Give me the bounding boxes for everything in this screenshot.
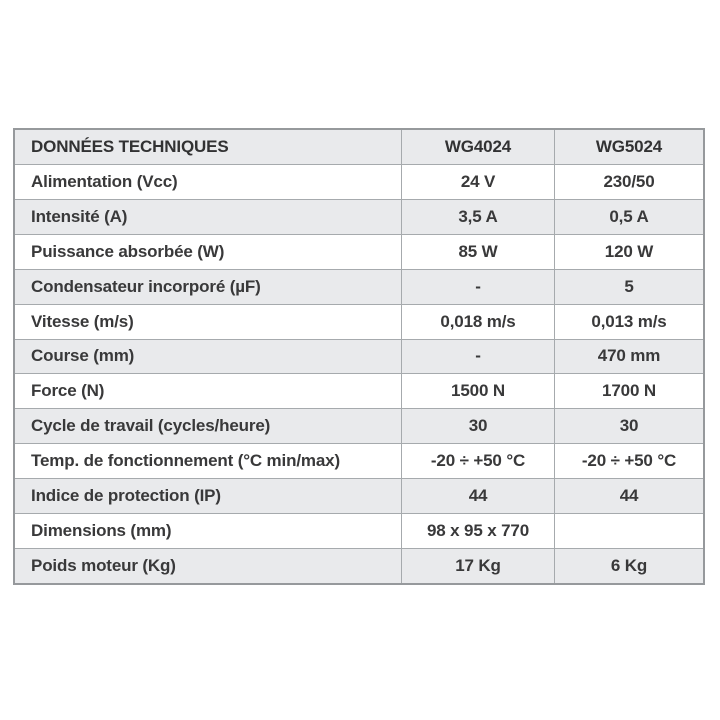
table-title: DONNÉES TECHNIQUES xyxy=(31,136,229,156)
technical-data-table xyxy=(13,128,705,585)
wg5024-value: 0,5 A xyxy=(554,200,703,234)
wg4024-value: - xyxy=(401,340,554,374)
wg4024-value: 98 x 95 x 770 xyxy=(401,514,554,548)
wg5024-value: -20 ÷ +50 °C xyxy=(554,444,703,478)
wg4024-value: 0,018 m/s xyxy=(401,305,554,339)
table-row-temperature xyxy=(15,444,703,479)
wg4024-value: 85 W xyxy=(401,235,554,269)
row-label: Intensité (A) xyxy=(31,206,128,226)
wg5024-value: 470 mm xyxy=(554,340,703,374)
wg5024-value xyxy=(554,514,703,548)
table-header-row xyxy=(15,130,703,165)
row-label: Puissance absorbée (W) xyxy=(31,241,225,261)
row-label: Temp. de fonctionnement (°C min/max) xyxy=(31,451,340,471)
wg4024-value: -20 ÷ +50 °C xyxy=(401,444,554,478)
table-row-cycle xyxy=(15,409,703,444)
row-label: Alimentation (Vcc) xyxy=(31,171,178,191)
wg5024-value: 230/50 xyxy=(554,165,703,199)
row-label: Indice de protection (IP) xyxy=(31,486,221,506)
wg5024-value: 5 xyxy=(554,270,703,304)
column-header-wg5024: WG5024 xyxy=(554,130,703,164)
wg4024-value: 24 V xyxy=(401,165,554,199)
row-label: Dimensions (mm) xyxy=(31,521,172,541)
table-row-course xyxy=(15,340,703,375)
table-row-force xyxy=(15,374,703,409)
table-row-alimentation xyxy=(15,165,703,200)
wg5024-value: 6 Kg xyxy=(554,549,703,583)
row-label: Vitesse (m/s) xyxy=(31,311,134,331)
wg5024-value: 44 xyxy=(554,479,703,513)
table-row-puissance xyxy=(15,235,703,270)
row-label: Course (mm) xyxy=(31,346,135,366)
table-row-poids xyxy=(15,549,703,583)
wg4024-value: 3,5 A xyxy=(401,200,554,234)
table-row-dimensions xyxy=(15,514,703,549)
wg4024-value: 17 Kg xyxy=(401,549,554,583)
column-header-wg4024: WG4024 xyxy=(401,130,554,164)
table-row-condensateur xyxy=(15,270,703,305)
row-label: Poids moteur (Kg) xyxy=(31,556,176,576)
wg5024-value: 1700 N xyxy=(554,374,703,408)
wg5024-value: 0,013 m/s xyxy=(554,305,703,339)
wg4024-value: - xyxy=(401,270,554,304)
table-row-indice-protection xyxy=(15,479,703,514)
row-label: Force (N) xyxy=(31,381,105,401)
wg4024-value: 44 xyxy=(401,479,554,513)
wg4024-value: 1500 N xyxy=(401,374,554,408)
row-label: Condensateur incorporé (µF) xyxy=(31,276,261,296)
table-row-intensite xyxy=(15,200,703,235)
wg5024-value: 30 xyxy=(554,409,703,443)
table-row-vitesse xyxy=(15,305,703,340)
row-label: Cycle de travail (cycles/heure) xyxy=(31,416,271,436)
wg4024-value: 30 xyxy=(401,409,554,443)
wg5024-value: 120 W xyxy=(554,235,703,269)
